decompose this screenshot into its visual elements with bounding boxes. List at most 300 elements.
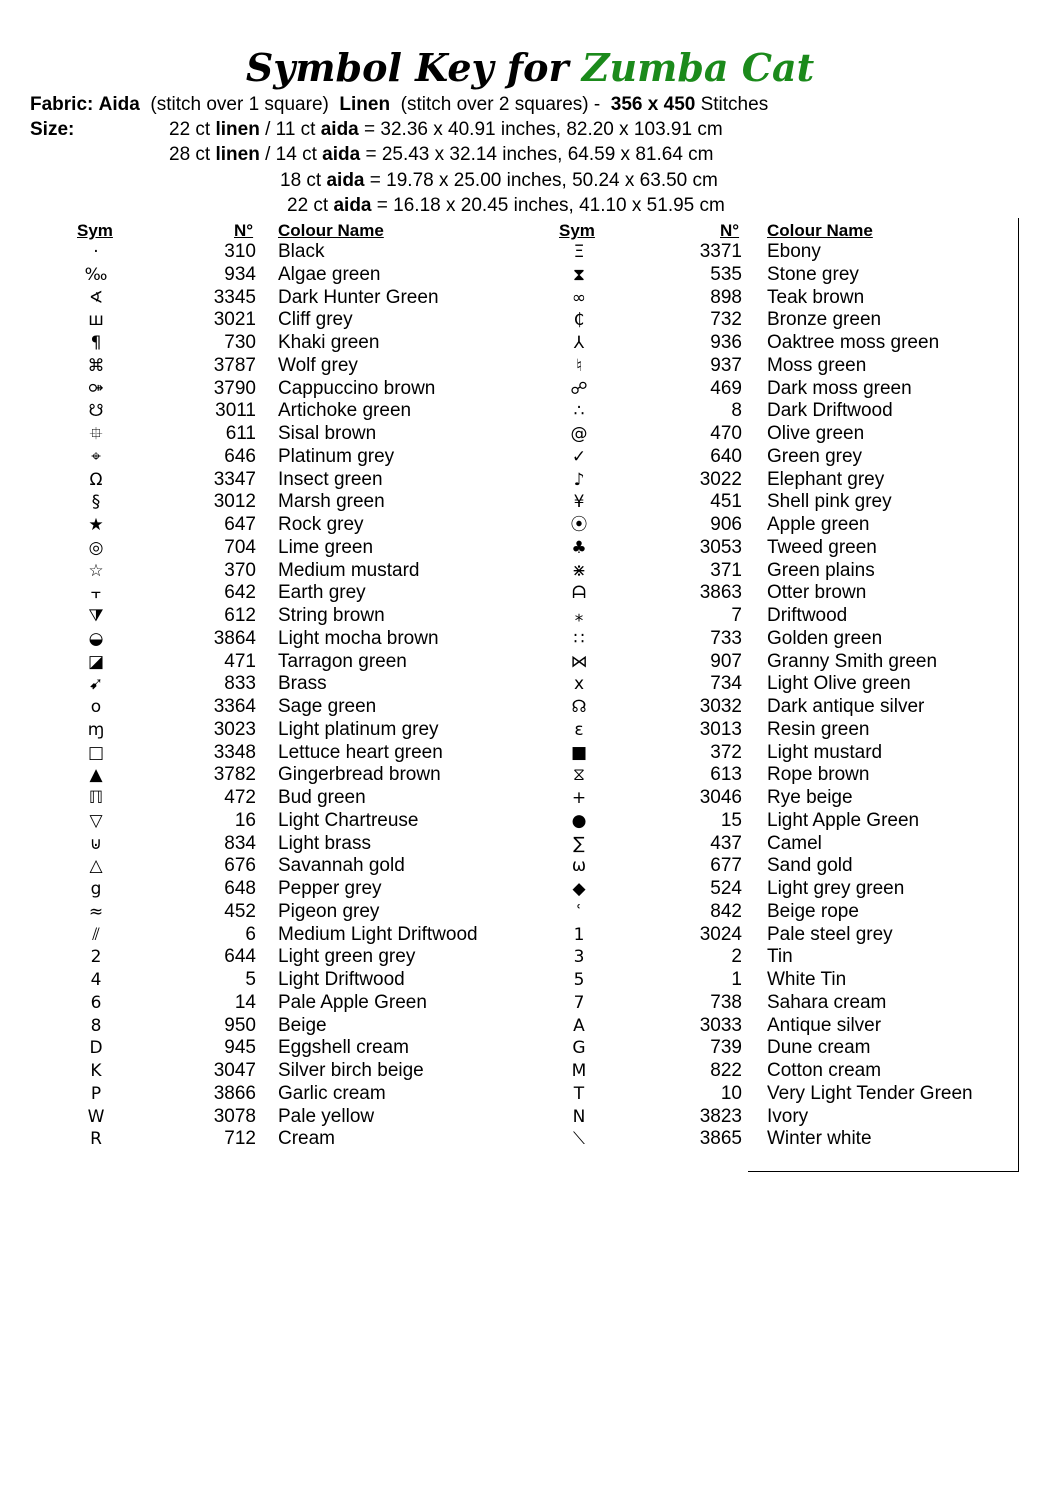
colour-name-left: Savannah gold	[278, 855, 405, 877]
symbol-right: ⟍	[573, 1129, 585, 1150]
colour-name-left: Platinum grey	[278, 445, 395, 467]
table-row	[0, 810, 1060, 833]
table-row	[0, 992, 1060, 1015]
symbol-left: R	[90, 1129, 102, 1150]
header-num-right: N°	[720, 221, 740, 240]
symbol-left: △	[89, 856, 103, 877]
table-row	[0, 946, 1060, 969]
colour-name-right: Apple green	[767, 514, 870, 535]
number-left: 472	[224, 787, 256, 808]
colour-name-left: Pigeon grey	[278, 900, 380, 922]
table-row	[0, 1060, 1060, 1083]
number-right: 3013	[699, 718, 742, 740]
number-right: 822	[710, 1060, 742, 1081]
symbol-left: K	[90, 1061, 102, 1081]
number-left: 945	[224, 1037, 256, 1059]
colour-name-right: Light Apple Green	[767, 809, 920, 831]
colour-name-left: Algae green	[278, 263, 381, 285]
symbol-right: ♣	[571, 537, 587, 558]
symbol-left: ɱ	[87, 719, 105, 740]
symbol-left: §	[91, 492, 101, 513]
table-row	[0, 719, 1060, 742]
number-right: 371	[710, 559, 742, 581]
symbol-right: ∑	[573, 833, 585, 854]
colour-name-left: Eggshell cream	[278, 1037, 409, 1059]
colour-name-right: Elephant grey	[767, 468, 885, 490]
symbol-left: ¶	[90, 333, 102, 353]
colour-name-right: Cotton cream	[767, 1060, 882, 1081]
colour-name-right: Pale steel grey	[767, 923, 893, 945]
symbol-left: D	[89, 1038, 103, 1059]
colour-name-right: Antique silver	[767, 1014, 882, 1036]
symbol-right: ♮	[575, 355, 583, 376]
colour-name-right: Driftwood	[767, 605, 848, 626]
symbol-left: W	[87, 1106, 105, 1127]
number-left: 3047	[213, 1060, 256, 1081]
header-num-left: N°	[234, 221, 254, 240]
symbol-right: ∷	[573, 628, 585, 649]
fabric-linen: Linen	[339, 94, 391, 115]
number-right: 677	[710, 855, 742, 877]
stitch-count: 356 x 450	[610, 94, 696, 115]
colour-name-right: Oaktree moss green	[767, 332, 940, 353]
colour-name-left: Cream	[278, 1128, 336, 1150]
number-right: 437	[710, 832, 742, 854]
number-right: 739	[710, 1037, 742, 1059]
size-line-2	[169, 142, 714, 167]
number-right: 842	[710, 900, 742, 922]
number-left: 934	[224, 263, 256, 285]
colour-name-left: Wolf grey	[278, 354, 358, 376]
table-row	[0, 924, 1060, 947]
colour-name-left: Sage green	[278, 696, 377, 717]
header-sym-left: Sym	[77, 221, 113, 240]
symbol-left: 2	[90, 947, 102, 968]
number-left: 3348	[213, 741, 256, 763]
colour-name-right: Beige rope	[767, 900, 859, 922]
colour-name-right: Dune cream	[767, 1037, 871, 1059]
table-row	[0, 332, 1060, 355]
colour-name-right: Sahara cream	[767, 991, 887, 1013]
table-row	[0, 628, 1060, 651]
size-count: 18 ct	[280, 170, 322, 191]
number-right: 738	[710, 991, 742, 1013]
table-row	[0, 742, 1060, 765]
colour-name-left: Cliff grey	[278, 309, 353, 331]
table-row	[0, 446, 1060, 469]
fabric-aida: Aida	[98, 94, 140, 115]
colour-name-right: Tweed green	[767, 536, 877, 558]
number-right: 936	[710, 332, 742, 353]
symbol-left: ш	[88, 310, 104, 331]
number-right: 451	[710, 491, 742, 513]
table-row	[0, 560, 1060, 583]
size-count-2: / 11 ct	[265, 119, 316, 140]
number-left: 3021	[213, 309, 256, 331]
header-name-left: Colour Name	[278, 221, 384, 240]
colour-name-right: Winter white	[767, 1128, 872, 1150]
header-name-right: Colour Name	[767, 221, 873, 240]
number-right: 3024	[699, 923, 742, 945]
symbol-left: ∢	[88, 287, 104, 308]
number-left: 644	[224, 946, 256, 968]
symbol-left: ◒	[88, 628, 104, 649]
colour-name-right: White Tin	[767, 969, 847, 990]
number-right: 640	[710, 445, 742, 467]
size-dimensions: = 16.18 x 20.45 inches, 41.10 x 51.95 cm	[376, 195, 725, 216]
symbol-left: ◎	[88, 537, 104, 558]
colour-name-right: Bronze green	[767, 309, 882, 331]
symbol-right: ∞	[571, 287, 587, 308]
number-right: 469	[710, 377, 742, 399]
symbol-right: ⧗	[573, 264, 585, 285]
number-right: 7	[731, 605, 742, 626]
colour-name-right: Rye beige	[767, 787, 853, 808]
colour-name-left: Pale Apple Green	[278, 991, 427, 1013]
colour-name-right: Moss green	[767, 354, 867, 376]
table-row	[0, 423, 1060, 446]
colour-name-right: Light Olive green	[767, 673, 911, 695]
size-fabric: linen	[215, 119, 260, 140]
colour-name-left: Cappuccino brown	[278, 377, 436, 399]
number-right: 1	[731, 969, 742, 990]
colour-name-left: Gingerbread brown	[278, 764, 441, 786]
number-right: 3053	[699, 536, 742, 558]
number-right: 732	[710, 309, 742, 331]
symbol-right: G	[572, 1038, 586, 1059]
colour-name-left: Light platinum grey	[278, 718, 439, 740]
number-left: 452	[224, 900, 256, 922]
number-right: 3032	[699, 696, 742, 717]
symbol-left: ⚩	[88, 378, 104, 399]
size-dimensions: = 19.78 x 25.00 inches, 50.24 x 63.50 cm	[369, 170, 718, 191]
colour-name-left: Beige	[278, 1014, 327, 1036]
colour-name-right: Golden green	[767, 627, 883, 649]
symbol-left: ‰	[84, 264, 108, 285]
size-line-4	[287, 193, 725, 218]
symbol-right: 5	[573, 970, 585, 990]
symbol-right: N	[572, 1106, 586, 1127]
table-row	[0, 833, 1060, 856]
symbol-left: ⧩	[88, 606, 104, 626]
symbol-right: M	[571, 1061, 587, 1081]
number-left: 712	[224, 1128, 256, 1150]
table-right-border	[1018, 218, 1019, 1171]
number-right: 10	[720, 1082, 742, 1104]
table-row	[0, 1083, 1060, 1106]
symbol-left: ◪	[87, 651, 105, 672]
symbol-right: 3	[573, 947, 585, 968]
colour-name-left: Khaki green	[278, 332, 380, 353]
colour-name-left: Rock grey	[278, 514, 364, 535]
number-left: 833	[224, 673, 256, 695]
colour-name-left: Pepper grey	[278, 878, 382, 899]
size-fabric: aida	[326, 170, 365, 191]
number-left: 647	[224, 514, 256, 535]
symbol-left: ·	[93, 242, 99, 262]
colour-name-right: Dark antique silver	[767, 696, 925, 717]
size-count: 22 ct	[169, 119, 211, 140]
symbol-left: g	[90, 879, 102, 899]
symbol-left: ☋	[88, 401, 104, 422]
colour-name-right: Resin green	[767, 718, 870, 740]
size-fabric-2: aida	[322, 144, 361, 165]
symbol-right: ⦿	[570, 515, 588, 535]
colour-name-right: Shell pink grey	[767, 491, 892, 513]
table-row	[0, 1106, 1060, 1129]
number-right: 3865	[699, 1128, 742, 1150]
symbol-right: Ξ	[573, 242, 585, 262]
number-left: 5	[245, 969, 256, 990]
size-label: Size:	[30, 119, 75, 140]
number-left: 3011	[215, 400, 256, 422]
number-right: 3371	[699, 241, 742, 262]
colour-name-right: Otter brown	[767, 582, 867, 604]
symbol-right: ⧖	[573, 765, 585, 786]
symbol-left: ⌖	[91, 446, 101, 467]
colour-name-right: Stone grey	[767, 263, 859, 285]
colour-name-right: Camel	[767, 832, 822, 854]
symbol-left: ⫽	[92, 924, 100, 945]
symbol-right: ∴	[573, 401, 585, 422]
number-left: 648	[224, 878, 256, 899]
size-label-line	[30, 117, 74, 142]
table-row	[0, 355, 1060, 378]
symbol-right: ⅄	[573, 333, 585, 353]
number-left: 704	[224, 536, 256, 558]
number-left: 3364	[213, 696, 256, 717]
symbol-right: ω	[571, 856, 587, 877]
symbol-right: ¥	[573, 492, 585, 513]
colour-name-left: Garlic cream	[278, 1082, 386, 1104]
symbol-right: x	[573, 674, 585, 695]
number-right: 906	[710, 514, 742, 535]
fabric-line	[30, 92, 768, 117]
symbol-right: A	[573, 1015, 585, 1036]
table-row	[0, 378, 1060, 401]
fabric-label: Fabric:	[30, 94, 94, 115]
symbol-left: ⯐	[89, 424, 103, 444]
colour-name-left: Silver birch beige	[278, 1060, 424, 1081]
symbol-left: ➹	[88, 674, 104, 695]
number-right: 733	[710, 627, 742, 649]
number-left: 834	[224, 832, 256, 854]
symbol-right: ✓	[571, 446, 587, 467]
number-left: 642	[224, 582, 256, 604]
table-row	[0, 469, 1060, 492]
number-left: 611	[225, 423, 256, 444]
table-row	[0, 673, 1060, 696]
symbol-right: ☍	[570, 378, 588, 399]
colour-name-left: Insect green	[278, 468, 383, 490]
symbol-left: ★	[88, 515, 104, 535]
table-row	[0, 855, 1060, 878]
page-title	[0, 44, 1060, 92]
number-left: 16	[234, 809, 256, 831]
table-row	[0, 651, 1060, 674]
symbol-right: ⁎	[574, 606, 584, 626]
colour-name-right: Light grey green	[767, 878, 905, 899]
symbol-right: ☊	[571, 697, 587, 717]
colour-name-left: Lettuce heart green	[278, 741, 443, 763]
number-right: 535	[710, 263, 742, 285]
table-row	[0, 241, 1060, 264]
symbol-left: ≈	[88, 901, 104, 922]
number-right: 372	[710, 741, 742, 763]
colour-name-right: Olive green	[767, 423, 865, 444]
symbol-right: ♪	[573, 469, 585, 490]
symbol-left: 6	[90, 992, 102, 1013]
table-row	[0, 878, 1060, 901]
table-row	[0, 1128, 1060, 1151]
number-left: 3782	[213, 764, 256, 786]
number-right: 3823	[699, 1105, 742, 1127]
table-row	[0, 537, 1060, 560]
number-left: 6	[245, 923, 256, 945]
symbol-right: 1	[573, 924, 585, 945]
number-right: 907	[710, 650, 742, 672]
symbol-left: ⫟	[90, 583, 102, 604]
colour-name-right: Green plains	[767, 559, 875, 581]
table-row	[0, 514, 1060, 537]
size-fabric: aida	[333, 195, 372, 216]
number-left: 612	[224, 605, 256, 626]
colour-name-right: Teak brown	[767, 286, 865, 308]
colour-name-left: Light brass	[278, 832, 371, 854]
colour-name-right: Ebony	[767, 241, 821, 262]
table-row	[0, 1037, 1060, 1060]
table-row	[0, 764, 1060, 787]
number-left: 3023	[213, 718, 256, 740]
size-line-3	[280, 168, 718, 193]
symbol-left: P	[90, 1083, 102, 1104]
colour-name-left: Marsh green	[278, 491, 385, 513]
table-row	[0, 696, 1060, 719]
table-row	[0, 1015, 1060, 1038]
colour-name-right: Rope brown	[767, 764, 870, 786]
size-count: 28 ct	[169, 144, 211, 165]
symbol-right: ◆	[572, 879, 586, 899]
size-dimensions: = 32.36 x 40.91 inches, 82.20 x 103.91 cm	[364, 119, 723, 140]
symbol-left: Ω	[89, 469, 103, 490]
colour-name-left: Pale yellow	[278, 1105, 375, 1127]
table-row	[0, 582, 1060, 605]
title-pattern-name: Zumba Cat	[581, 45, 815, 90]
colour-name-left: Brass	[278, 673, 327, 695]
symbol-right: ●	[571, 810, 587, 831]
number-left: 310	[224, 241, 256, 262]
symbol-left: ⌘	[87, 355, 105, 376]
colour-name-right: Tin	[767, 946, 793, 968]
number-right: 3033	[699, 1014, 742, 1036]
table-row	[0, 309, 1060, 332]
colour-name-left: Bud green	[278, 787, 366, 808]
number-left: 14	[234, 991, 256, 1013]
number-left: 646	[224, 445, 256, 467]
symbol-right: T	[573, 1083, 585, 1104]
table-row	[0, 264, 1060, 287]
size-fabric-2: aida	[320, 119, 359, 140]
table-row	[0, 287, 1060, 310]
number-left: 3012	[213, 491, 256, 513]
number-right: 734	[710, 673, 742, 695]
colour-name-left: Dark Hunter Green	[278, 286, 439, 308]
number-right: 613	[710, 764, 742, 786]
number-left: 471	[224, 650, 256, 672]
stitch-suffix: Stitches	[700, 94, 769, 115]
symbol-left: ⊍	[89, 833, 103, 854]
number-left: 3866	[213, 1082, 256, 1104]
symbol-left: ▲	[89, 765, 103, 786]
symbol-right: 7	[573, 992, 585, 1013]
symbol-right: ₵	[573, 310, 585, 331]
size-dimensions: = 25.43 x 32.14 inches, 64.59 x 81.64 cm	[365, 144, 714, 165]
number-left: 950	[224, 1014, 256, 1036]
symbol-left: ℿ	[88, 788, 104, 808]
number-left: 3787	[213, 354, 256, 376]
size-count: 22 ct	[287, 195, 329, 216]
colour-name-left: Light green grey	[278, 946, 416, 968]
number-right: 524	[710, 878, 742, 899]
number-left: 3345	[213, 286, 256, 308]
colour-name-left: Light Chartreuse	[278, 809, 419, 831]
colour-name-right: Dark Driftwood	[767, 400, 893, 422]
colour-name-right: Ivory	[767, 1105, 809, 1127]
colour-name-left: Tarragon green	[278, 650, 407, 672]
symbol-key-table	[0, 241, 1060, 1151]
symbol-right: ʿ	[576, 901, 582, 922]
size-count-2: / 14 ct	[265, 144, 317, 165]
number-right: 3046	[699, 787, 742, 808]
colour-name-left: Earth grey	[278, 582, 366, 604]
symbol-right: ᗩ	[571, 583, 587, 604]
colour-name-right: Sand gold	[767, 855, 853, 877]
colour-name-right: Light mustard	[767, 741, 883, 763]
symbol-right: ■	[570, 742, 588, 763]
colour-name-left: Light Driftwood	[278, 969, 405, 990]
symbol-right: ɛ	[574, 719, 584, 740]
symbol-left: □	[87, 742, 105, 763]
colour-name-right: Very Light Tender Green	[767, 1082, 973, 1104]
colour-name-left: Lime green	[278, 536, 374, 558]
number-left: 3078	[213, 1105, 256, 1127]
symbol-left: 4	[90, 970, 102, 990]
symbol-left: ▽	[89, 810, 103, 831]
number-left: 370	[224, 559, 256, 581]
fabric-aida-note: (stitch over 1 square)	[150, 94, 329, 115]
colour-name-left: String brown	[278, 605, 385, 626]
number-right: 470	[710, 423, 742, 444]
table-row	[0, 787, 1060, 810]
symbol-left: 8	[90, 1015, 102, 1036]
number-left: 3790	[213, 377, 256, 399]
number-right: 937	[710, 354, 742, 376]
number-right: 3022	[699, 468, 742, 490]
number-right: 2	[731, 946, 742, 968]
colour-name-left: Artichoke green	[278, 400, 412, 422]
colour-name-right: Dark moss green	[767, 377, 912, 399]
number-left: 676	[224, 855, 256, 877]
number-left: 3347	[213, 468, 256, 490]
table-row	[0, 969, 1060, 992]
symbol-right: ⋈	[570, 651, 588, 672]
colour-name-right: Granny Smith green	[767, 650, 938, 672]
size-fabric: linen	[215, 144, 260, 165]
symbol-right: ⋇	[571, 560, 587, 581]
symbol-right: +	[571, 788, 587, 808]
header-sym-right: Sym	[559, 221, 595, 240]
symbol-left: o	[90, 697, 102, 717]
